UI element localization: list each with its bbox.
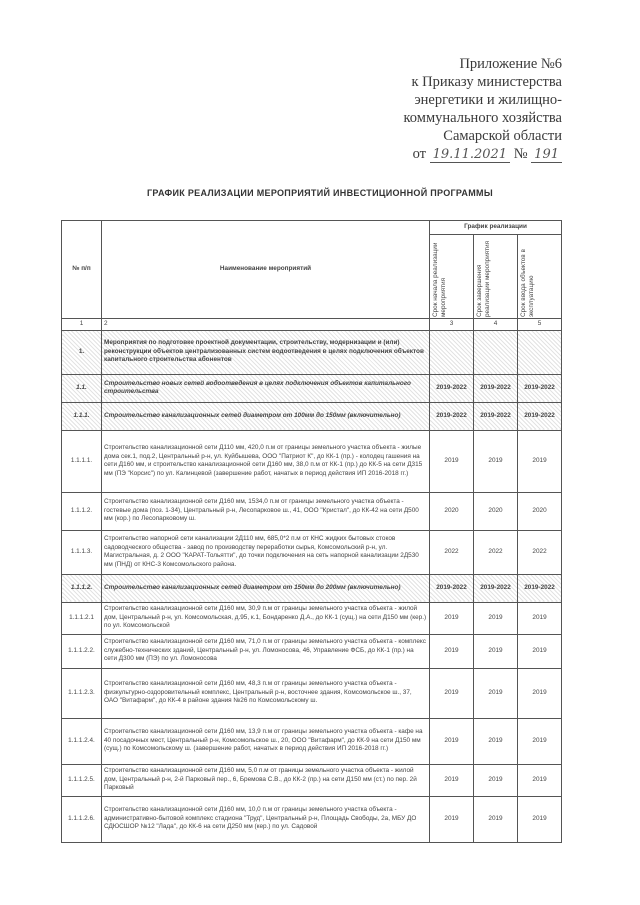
table-row xyxy=(62,430,562,492)
table-row xyxy=(62,492,562,530)
row-number: 1.1.1.2. xyxy=(62,492,102,530)
row-number: 1. xyxy=(62,330,102,374)
header-line-4: коммунального хозяйства xyxy=(403,110,562,126)
row-commission: 2022 xyxy=(518,530,562,574)
index-cell: 2 xyxy=(102,319,430,331)
row-start: 2019 xyxy=(430,430,474,492)
row-end xyxy=(474,330,518,374)
number-label: № xyxy=(513,146,528,162)
index-cell: 3 xyxy=(430,319,474,331)
table-row xyxy=(62,668,562,718)
row-number: 1.1.1.2.4. xyxy=(62,718,102,764)
appendix-header xyxy=(332,55,562,164)
header-start xyxy=(430,235,474,319)
row-number: 1.1.1. xyxy=(62,402,102,430)
header-name: Наименование мероприятий xyxy=(102,221,430,319)
row-start: 2019-2022 xyxy=(430,574,474,602)
row-start: 2019 xyxy=(430,718,474,764)
row-end: 2019-2022 xyxy=(474,402,518,430)
row-start: 2019 xyxy=(430,764,474,796)
row-name: Строительство канализационной сети Д160 мм, 48,3 п.м от границы земельного участка объекта - физкультурно-оздоровительный комплекс, Центральный р-н, восточнее здания, Комсомольское ш., 37, ОАО "Витафарм", до КК-4 в районе здания №26 по Комсомольскому ш. xyxy=(102,668,430,718)
row-start: 2019-2022 xyxy=(430,402,474,430)
order-date-number xyxy=(332,145,562,164)
row-commission: 2019 xyxy=(518,764,562,796)
header-line-2: к Приказу министерства xyxy=(411,74,562,90)
table-row xyxy=(62,634,562,668)
row-start xyxy=(430,330,474,374)
row-number: 1.1.1.1. xyxy=(62,430,102,492)
header-line-1: Приложение №6 xyxy=(459,56,562,72)
row-name: Строительство канализационных сетей диаметром от 150мм до 200мм (включительно) xyxy=(102,574,430,602)
row-commission: 2019 xyxy=(518,668,562,718)
header-commission xyxy=(518,235,562,319)
row-end: 2019-2022 xyxy=(474,374,518,402)
row-number: 1.1.1.2.2. xyxy=(62,634,102,668)
row-end: 2019 xyxy=(474,796,518,842)
table-row xyxy=(62,402,562,430)
index-cell: 1 xyxy=(62,319,102,331)
row-end: 2019 xyxy=(474,602,518,634)
table-row xyxy=(62,574,562,602)
header-schedule: График реализации xyxy=(430,221,562,235)
row-commission: 2019-2022 xyxy=(518,402,562,430)
row-end: 2019 xyxy=(474,430,518,492)
row-start: 2019-2022 xyxy=(430,374,474,402)
handwritten-date: 19.11.2021 xyxy=(430,147,510,163)
schedule-table xyxy=(61,220,562,843)
row-number: 1.1.1.3. xyxy=(62,530,102,574)
row-commission: 2019 xyxy=(518,634,562,668)
row-number: 1.1.1.2.3. xyxy=(62,668,102,718)
row-start: 2022 xyxy=(430,530,474,574)
row-end: 2019 xyxy=(474,764,518,796)
index-row xyxy=(62,319,562,331)
table-row xyxy=(62,374,562,402)
row-end: 2022 xyxy=(474,530,518,574)
row-end: 2019 xyxy=(474,634,518,668)
row-name: Строительство канализационной сети Д160 мм, 13,9 п.м от границы земельного участка объекта - кафе на 40 посадочных мест, Центральный р-н, Комсомольское ш., 20, ООО "Витафарм", до КК-9 на сети Д150 мм (сущ.) по Комсомольскому ш. (завершение работ, начатых в период действия ИП 2016-2018 гг.) xyxy=(102,718,430,764)
row-commission xyxy=(518,330,562,374)
row-name: Строительство канализационной сети Д160 мм, 5,0 п.м от границы земельного участка объекта - жилой дом, Центральный р-н, 2-й Парковый пер., 6, Бремова С.В., до КК-2 (пр.) на сети Д150 мм (ст.) по пер. 2й Парковый xyxy=(102,764,430,796)
row-start: 2019 xyxy=(430,602,474,634)
row-start: 2019 xyxy=(430,668,474,718)
header-end-text: Срок завершения реализации мероприятия xyxy=(476,240,491,317)
row-name: Строительство канализационной сети Д110 мм, 420,0 п.м от границы земельного участка объекта - жилые дома сек.1, под.2, Центральный р-н, ул. Куйбышева, ООО "Патриот К", до КК-1 (пр.) - колодец гашения на сети Д160 мм, и строительство канализационной сети Д160 мм, 38,0 п.м от КК-1 (пр.) до КК-5 на сети Д315 мм (ПЭ "Корсис") по ул. Калинцевой (завершение работ, начатых в период действия ИП 2016-2018 гг.) xyxy=(102,430,430,492)
header-end xyxy=(474,235,518,319)
row-name: Строительство канализационной сети Д160 мм, 71,0 п.м от границы земельного участка объекта - комплекс служебно-технических зданий, Центральный р-н, ул. Ломоносова, 46, Управление ФСБ, до КК-1 (пр.) на сети Д300 мм (ПЭ) по ул. Ломоносова xyxy=(102,634,430,668)
row-name: Мероприятия по подготовке проектной документации, строительству, модернизации и (или) реконструкции объектов централизованных систем водоотведения в целях подключения объектов капитального строительства абонентов xyxy=(102,330,430,374)
table-row xyxy=(62,718,562,764)
row-end: 2019 xyxy=(474,718,518,764)
table-row xyxy=(62,796,562,842)
row-end: 2020 xyxy=(474,492,518,530)
header-start-text: Срок начала реализации мероприятия xyxy=(432,242,447,317)
row-number: 1.1. xyxy=(62,374,102,402)
table-row xyxy=(62,530,562,574)
from-label: от xyxy=(412,146,427,162)
document-title: ГРАФИК РЕАЛИЗАЦИИ МЕРОПРИЯТИЙ ИНВЕСТИЦИОННОЙ ПРОГРАММЫ xyxy=(147,188,493,198)
row-commission: 2019-2022 xyxy=(518,374,562,402)
row-commission: 2020 xyxy=(518,492,562,530)
table-row xyxy=(62,330,562,374)
table-row xyxy=(62,764,562,796)
header-commission-text: Срок ввода объектов в эксплуатацию xyxy=(520,248,535,317)
header-num: № п/п xyxy=(62,221,102,319)
row-name: Строительство новых сетей водоотведения в целях подключения объектов капитального строительства xyxy=(102,374,430,402)
row-number: 1.1.1.2.1 xyxy=(62,602,102,634)
row-commission: 2019 xyxy=(518,430,562,492)
row-number: 1.1.1.2. xyxy=(62,574,102,602)
table-row xyxy=(62,602,562,634)
row-end: 2019 xyxy=(474,668,518,718)
index-cell: 4 xyxy=(474,319,518,331)
row-commission: 2019 xyxy=(518,796,562,842)
row-number: 1.1.1.2.6. xyxy=(62,796,102,842)
row-name: Строительство канализационных сетей диаметром от 100мм до 150мм (включительно) xyxy=(102,402,430,430)
row-name: Строительство канализационной сети Д160 мм, 1534,0 п.м от границы земельного участка объекта - гостевые дома (поз. 1-34), Центральный р-н, Лесопарковое ш., 41, ООО "Кристал", до КК-42 на сети Д500 мм (кор.) по Лесопарковому ш. xyxy=(102,492,430,530)
index-cell: 5 xyxy=(518,319,562,331)
row-commission: 2019 xyxy=(518,602,562,634)
row-start: 2020 xyxy=(430,492,474,530)
row-name: Строительство канализационной сети Д160 мм, 30,9 п.м от границы земельного участка объекта - жилой дом, Центральный р-н, ул. Комсомольская, д.95, к.1, Бондаренко Д.А., до КК-1 (сущ.) на сети Д150 мм (кер.) по ул. Комсомольской xyxy=(102,602,430,634)
row-commission: 2019-2022 xyxy=(518,574,562,602)
row-commission: 2019 xyxy=(518,718,562,764)
row-number: 1.1.1.2.5. xyxy=(62,764,102,796)
row-start: 2019 xyxy=(430,796,474,842)
row-name: Строительство канализационной сети Д160 мм, 10,0 п.м от границы земельного участка объекта - административно-бытовой комплекс стадиона "Труд", Центральный р-н, Площадь Свободы, 2а, МБУ ДО СДЮСШОР №12 "Лада", до КК-6 на сети Д250 мм (кер.) по ул. Садовой xyxy=(102,796,430,842)
row-start: 2019 xyxy=(430,634,474,668)
row-end: 2019-2022 xyxy=(474,574,518,602)
header-line-3: энергетики и жилищно- xyxy=(414,92,562,108)
header-line-5: Самарской области xyxy=(443,128,562,144)
row-name: Строительство напорной сети канализации 2Д110 мм, 685,0*2 п.м от КНС жидких бытовых стоков садоводческого общества - завод по производству переработки сырья, Комсомольский р-н, ул. Магистральная, д. 2 ООО "КАРАТ-Тольятти", до точки подключения на сеть напорной канализации 2Д530 мм (ПНД) от КНС-3 Комсомольского района. xyxy=(102,530,430,574)
handwritten-number: 191 xyxy=(531,147,562,163)
